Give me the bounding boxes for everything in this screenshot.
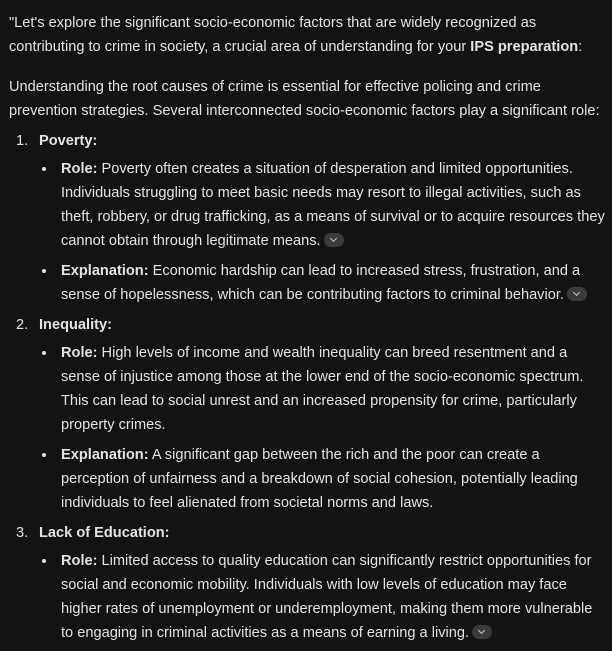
- list-item: [39, 443, 607, 515]
- point-label: Role:: [61, 553, 98, 569]
- point-text: Poverty often creates a situation of desperation and limited opportunities. Individuals struggling to meet basic needs may resort to illegal activities, such as theft, robbery, or drug trafficking, as a means of survival or to acquire resources they cannot obtain through legitimate means.: [61, 161, 605, 249]
- point-text: Economic hardship can lead to increased stress, frustration, and a sense of hopelessness, which can be contributing factors to criminal behavior.: [61, 263, 581, 303]
- list-item: [39, 157, 607, 253]
- factor-points: [39, 341, 607, 515]
- list-item: [39, 549, 607, 645]
- response-content: [9, 11, 607, 651]
- list-item: [9, 129, 607, 307]
- point-text: A significant gap between the rich and the poor can create a perception of unfairness and a breakdown of social cohesion, potentially leading individuals to feel alienated from societal norms and laws.: [61, 447, 578, 511]
- factor-list: [9, 129, 607, 645]
- point-label: Role:: [61, 161, 98, 177]
- chevron-down-icon[interactable]: [324, 233, 344, 247]
- list-number: 1.: [16, 133, 29, 149]
- intro-bold: IPS preparation: [470, 39, 579, 55]
- point-label: Explanation:: [61, 447, 149, 463]
- chevron-down-icon[interactable]: [567, 287, 587, 301]
- intro-text: "Let's explore the significant socio-economic factors that are widely recognized as contributing to crime in society, a crucial area of understanding for your IPS preparation:: [9, 15, 583, 55]
- factor-points: [39, 157, 607, 307]
- chevron-down-icon[interactable]: [472, 625, 492, 639]
- list-item: [39, 341, 607, 437]
- point-text: High levels of income and wealth inequality can breed resentment and a sense of injustice among those at the lower end of the socio-economic spectrum. This can lead to social unrest and an increased propensity for crime, particularly property crimes.: [61, 345, 584, 433]
- overview-paragraph: Understanding the root causes of crime is essential for effective policing and crime prevention strategies. Several interconnected socio-economic factors play a significant role:: [9, 79, 600, 119]
- list-item: [9, 521, 607, 645]
- factor-points: [39, 549, 607, 645]
- factor-title: Lack of Education:: [39, 525, 170, 541]
- list-number: 2.: [16, 317, 29, 333]
- point-label: Role:: [61, 345, 98, 361]
- list-number: 3.: [16, 525, 29, 541]
- factor-title: Inequality:: [39, 317, 112, 333]
- point-text: Limited access to quality education can significantly restrict opportunities for social and economic mobility. Individuals with low levels of education may face higher rates of unemployment or underemployment, making them more vulnerable to engaging in criminal activities as a means of earning a living.: [61, 553, 593, 641]
- list-item: [9, 313, 607, 515]
- factor-title: Poverty:: [39, 133, 98, 149]
- list-item: [39, 259, 607, 307]
- point-label: Explanation:: [61, 263, 149, 279]
